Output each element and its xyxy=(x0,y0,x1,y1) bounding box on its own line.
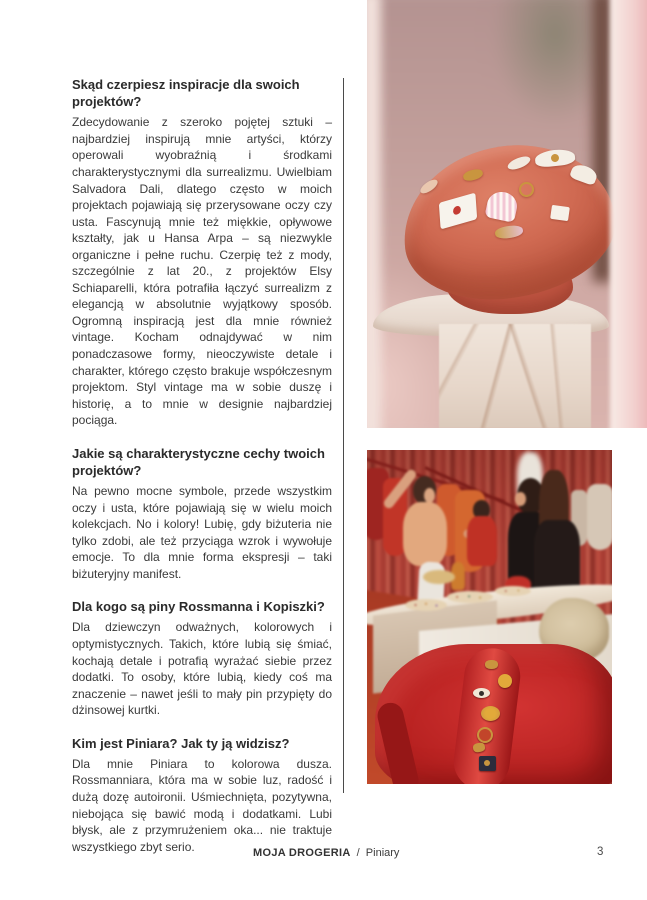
person-face xyxy=(424,488,435,503)
footer-separator: / xyxy=(356,847,360,859)
pin-tray xyxy=(495,586,531,596)
column-divider-rule xyxy=(343,78,344,793)
person-top xyxy=(467,516,497,566)
hanging-garment xyxy=(587,484,612,550)
jacket-pin xyxy=(473,688,490,698)
person-blouse xyxy=(403,502,447,566)
pin-detail xyxy=(479,691,484,696)
jacket-pin xyxy=(498,674,512,688)
jacket-pin xyxy=(477,727,493,743)
jacket-pin xyxy=(485,660,498,669)
question-heading: Jakie są charakterystyczne cechy twoich projektów? xyxy=(72,445,325,478)
pin xyxy=(550,205,570,221)
qa-section-characteristics xyxy=(72,445,332,583)
pin-detail xyxy=(453,205,461,215)
background-highlight xyxy=(367,0,381,428)
photo-boutique-interior xyxy=(367,450,612,784)
answer-paragraph: Na pewno mocne symbole, przede wszystkim oczy i usta, które pojawiają się w wielu moich kolekcjach. No i kolory! Lubię, gdy biżuteria nie tylko zdobi, ale też przyciąga wzrok i wywołuje emocje. To dla mnie forma ekspresji – taki biżuteryjny manifest. xyxy=(72,484,332,581)
interview-column xyxy=(72,76,332,871)
footer-brand: MOJA DROGERIA xyxy=(253,847,351,859)
pin-tray xyxy=(405,599,447,611)
qa-section-inspirations xyxy=(72,76,332,429)
straw-hat xyxy=(423,570,455,584)
qa-section-audience xyxy=(72,598,332,718)
footer xyxy=(253,847,399,859)
footer-section-title: Piniary xyxy=(365,847,400,859)
answer-paragraph: Dla dziewczyn odważnych, kolorowych i optymistycznych. Takich, które lubią się śmiać, kochają detale i potrafią wyrażać siebie przez dodatki. To osoby, które lubią, kiedy coś ma znaczenie – nawet jeśli to mały pin przypięty do dżinsowej kurtki. xyxy=(72,620,332,718)
person-face xyxy=(515,492,526,506)
answer-paragraph: Zdecydowanie z szeroko pojętej sztuki – najbardziej inspirują mnie artyści, którzy operowali wyobraźnią i środkami charakterystycznymi dla surrealizmu. Uwielbiam Salvadora Dali, dlatego często w moich projektach pojawiają się przerysowane oczy czy usta. Fascynują mnie też miękkie, opływowe kształty, jak u Hansa Arpa – są niezwykle organiczne i pełne ruchu. Czerpię też z mody, szczególnie z lat 20., z projektów Elsy Schiaparelli, która potrafiła łączyć surrealizm z elegancją w absolutnie wyjątkowy sposób. Ogromną inspiracją jest dla mnie również vintage. Kocham odnajdywać w nim ponadczasowe formy, nieoczywiste detale i charakter, którego często brakuje współczesnym projektom. Styl vintage ma w sobie duszę i historię, a to mnie w designie najbardziej pociąga. xyxy=(72,115,332,428)
answer-paragraph: Dla mnie Piniara to kolorowa dusza. Rossmanniara, która ma w sobie luz, radość i dużą dozę autoironii. Uśmiechnięta, pozytywna, niebojąca się bawić modą i dodatkami. Lubi błysk, ale z przymrużeniem oka... nie traktuje wszystkiego zbyt serio. xyxy=(72,756,332,854)
page-number: 3 xyxy=(597,846,604,858)
pin-detail xyxy=(551,154,560,163)
photo-pin-display xyxy=(367,0,647,428)
pin-tray xyxy=(447,591,493,603)
foreground-pink-blur xyxy=(610,0,647,428)
qa-section-piniara xyxy=(72,735,332,855)
jacket-pin xyxy=(479,756,496,771)
question-heading: Kim jest Piniara? Jak ty ją widzisz? xyxy=(72,735,290,751)
question-heading: Skąd czerpiesz inspiracje dla swoich projektów? xyxy=(72,77,300,110)
marble-pedestal-column xyxy=(439,324,591,428)
jacket-pin xyxy=(481,706,500,721)
question-heading: Dla kogo są piny Rossmanna i Kopiszki? xyxy=(72,599,325,615)
pin xyxy=(519,182,534,197)
pin-detail xyxy=(484,760,490,766)
